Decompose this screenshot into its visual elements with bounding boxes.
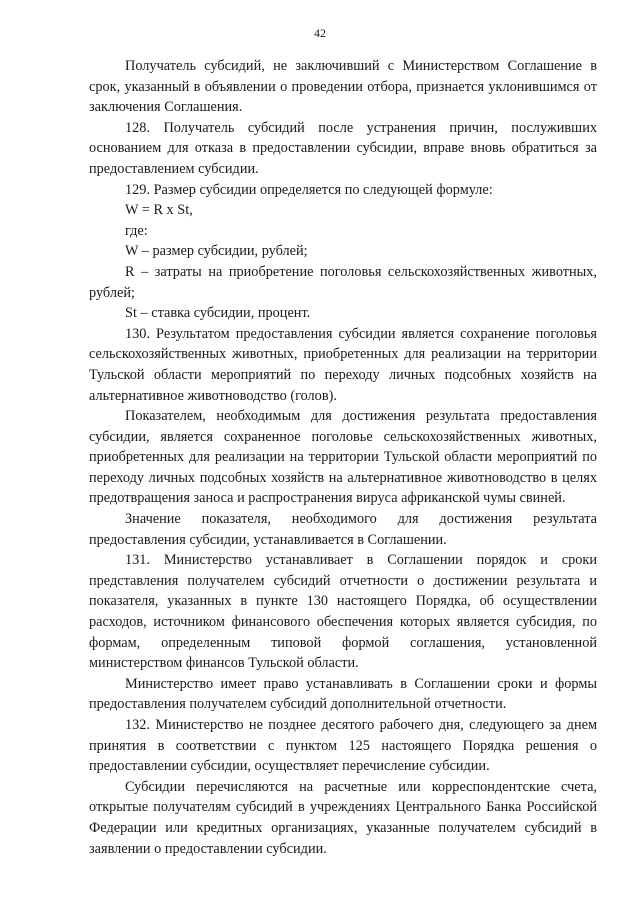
paragraph-128: 128. Получатель субсидий после устранения причин, послуживших основанием для отказа в предоставлении субсидии, вправе вновь обратиться за предоставлением субсидии.	[89, 119, 597, 177]
paragraph: Субсидии перечисляются на расчетные или корреспондентские счета, открытые получателям субсидий в учреждениях Центрального Банка Российской Федерации или кредитных организациях, указанные получателем субсидий в заявлении о предоставлении субсидии.	[89, 778, 597, 857]
paragraph: Показателем, необходимым для достижения результата предоставления субсидии, является сохраненное поголовье сельскохозяйственных животных, приобретенных для реализации на территории Тульской области мероприятий по переходу личных подсобных хозяйств на альтернативное животноводство в целях предотвращения заноса и распространения вируса африканской чумы свиней.	[89, 408, 597, 507]
paragraph-130: 130. Результатом предоставления субсидии является сохранение поголовья сельскохозяйственных животных, приобретенных для реализации на территории Тульской области мероприятий по переходу личных подсобных хозяйств на альтернативное животноводство (голов).	[89, 325, 597, 404]
paragraph: Министерство имеет право устанавливать в Соглашении сроки и формы предоставления получателем субсидий дополнительной отчетности.	[89, 675, 597, 713]
page-number: 42	[314, 26, 326, 40]
formula: W = R x St,	[125, 202, 193, 219]
paragraph-129: 129. Размер субсидии определяется по следующей формуле:	[125, 181, 493, 198]
document-body	[89, 56, 597, 859]
formula-definition-st: St – ставка субсидии, процент.	[125, 305, 311, 322]
formula-definition-r: R – затраты на приобретение поголовья сельскохозяйственных животных, рублей;	[89, 263, 597, 301]
paragraph: Получатель субсидий, не заключивший с Министерством Соглашение в срок, указанный в объявлении о проведении отбора, признается уклонившимся от заключения Соглашения.	[89, 58, 597, 116]
paragraph-131: 131. Министерство устанавливает в Соглашении порядок и сроки представления получателем субсидий отчетности о достижении результата и показателя, указанных в пункте 130 настоящего Порядка, об осуществлении расходов, источником финансового обеспечения которых является субсидия, по формам, определенным типовой формой соглашения, установленной министерством финансов Тульской области.	[89, 552, 597, 672]
paragraph-132: 132. Министерство не позднее десятого рабочего дня, следующего за днем принятия в соответствии с пунктом 125 настоящего Порядка решения о предоставлении субсидии, осуществляет перечисление субсидии.	[89, 717, 597, 775]
formula-where: где:	[125, 222, 148, 239]
paragraph: Значение показателя, необходимого для достижения результата предоставления субсидии, устанавливается в Соглашении.	[89, 511, 597, 548]
formula-definition-w: W – размер субсидии, рублей;	[125, 243, 308, 260]
